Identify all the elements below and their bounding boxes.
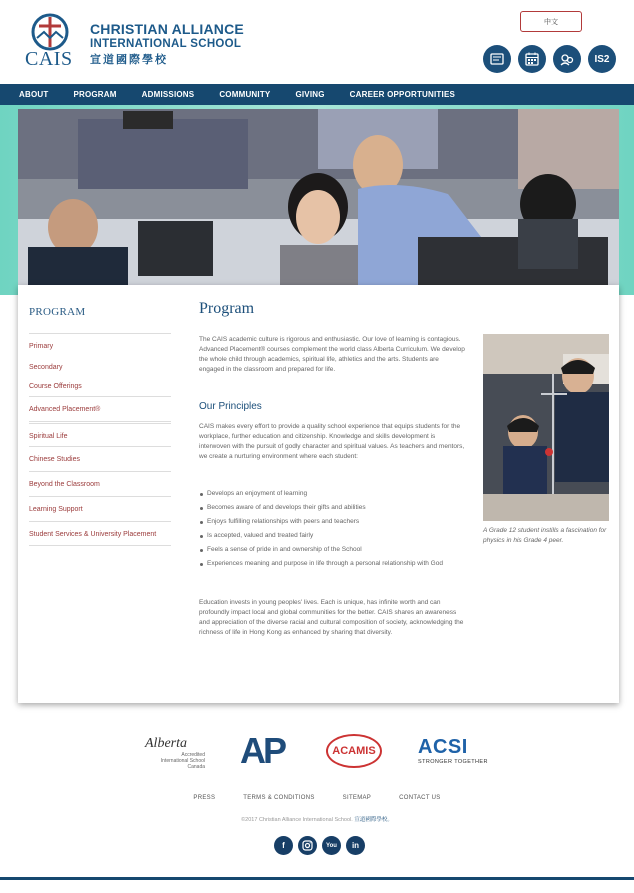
nav-program[interactable]: PROGRAM (73, 90, 117, 99)
ap-logo[interactable]: AP (240, 730, 285, 771)
sidebar-item-secondary[interactable]: Secondary (29, 364, 63, 371)
site-header (0, 0, 634, 84)
closing-paragraph: Education invests in young peoples' lives. Each is unique, has infinite worth and can profoundly impact local and global communities for the better. CAIS shares an awareness and appreciation of the diverse racial and cultural composition of society, acknowledging the richness of life in Hong Kong as enhanced by sharing that diversity. (199, 599, 464, 636)
sidebar-item-advanced-placement[interactable]: Advanced Placement® (29, 396, 171, 421)
acsi-logo[interactable] (418, 736, 488, 765)
school-name-line2: INTERNATIONAL SCHOOL (90, 38, 242, 50)
principles-list (199, 489, 471, 573)
sidebar-item-spiritual-life[interactable]: Spiritual Life (29, 421, 171, 446)
sidebar-item-beyond-classroom[interactable]: Beyond the Classroom (29, 471, 171, 496)
logo-text: CAIS (25, 48, 73, 70)
nav-about[interactable]: ABOUT (19, 90, 49, 99)
sidebar-item-course-offerings[interactable]: Course Offerings (29, 383, 82, 390)
youtube-icon[interactable]: You (322, 836, 341, 855)
principles-title: Our Principles (199, 401, 262, 412)
language-toggle-button[interactable]: 中文 (520, 11, 582, 32)
acsi-text: ACSI (418, 736, 468, 758)
alberta-line2: International School (160, 758, 205, 764)
acsi-tagline: STRONGER TOGETHER (418, 759, 488, 765)
copyright-text: ©2017 Christian Alliance International School. (241, 817, 353, 823)
school-name-line1: CHRISTIAN ALLIANCE (90, 21, 244, 37)
is2-icon[interactable]: IS2 (588, 45, 616, 73)
page-title: Program (199, 300, 255, 317)
accreditation-logos (0, 730, 634, 775)
main-nav (0, 84, 634, 105)
nav-giving[interactable]: GIVING (295, 90, 325, 99)
nav-community[interactable]: COMMUNITY (219, 90, 271, 99)
photo-caption: A Grade 12 student instills a fascination for physics in his Grade 4 peer. (483, 527, 607, 544)
intro-paragraph: The CAIS academic culture is rigorous and enthusiastic. Our love of learning is contagious. Advanced Placement® courses complement the world class Alberta Curriculum. We develop the whole child through academics, spiritual life, athletics and the arts. Students are engaged in the classroom and prepared for life. (199, 336, 465, 373)
footer-bar (0, 877, 634, 893)
list-item: Develops an enjoyment of learning (199, 489, 471, 499)
facebook-icon[interactable]: f (274, 836, 293, 855)
parent-portal-icon[interactable] (553, 45, 581, 73)
school-logo[interactable] (22, 12, 78, 70)
copyright-text-zh: 宣道國際學校。 (354, 817, 393, 823)
footer-link-terms[interactable]: TERMS & CONDITIONS (243, 795, 315, 801)
acamis-text: ACAMIS (332, 745, 376, 757)
students-photo (483, 334, 609, 521)
sidebar-item-learning-support[interactable]: Learning Support (29, 496, 171, 521)
list-item: Is accepted, valued and treated fairly (199, 531, 471, 541)
list-item: Feels a sense of pride in and ownership of the School (199, 545, 471, 555)
footer-link-press[interactable]: PRESS (193, 795, 216, 801)
sidebar-item-chinese-studies[interactable]: Chinese Studies (29, 446, 171, 471)
acamis-logo[interactable] (326, 734, 382, 768)
nav-career-opportunities[interactable]: CAREER OPPORTUNITIES (349, 90, 456, 99)
alberta-logo[interactable] (145, 736, 205, 772)
quick-links (483, 45, 616, 73)
footer-link-sitemap[interactable]: SITEMAP (342, 795, 372, 801)
calendar-icon[interactable] (518, 45, 546, 73)
alberta-name: Alberta (145, 736, 187, 751)
sidebar-item-primary[interactable]: Primary (29, 333, 171, 358)
hero-image (18, 109, 619, 285)
content-card (18, 285, 619, 703)
news-icon[interactable] (483, 45, 511, 73)
school-name-zh: 宣道國際學校 (90, 54, 168, 66)
sidebar-item-student-services[interactable]: Student Services & University Placement (29, 521, 171, 546)
sidebar-nav (29, 333, 171, 546)
alberta-line1: Accredited (181, 752, 205, 758)
sidebar-title: PROGRAM (29, 306, 86, 318)
nav-admissions[interactable]: ADMISSIONS (141, 90, 195, 99)
list-item: Experiences meaning and purpose in life through a personal relationship with God (199, 559, 471, 569)
linkedin-icon[interactable]: in (346, 836, 365, 855)
instagram-icon[interactable] (298, 836, 317, 855)
copyright (0, 815, 634, 823)
alberta-line3: Canada (187, 764, 205, 770)
footer-links (0, 795, 634, 801)
social-links (274, 836, 365, 855)
footer-link-contact[interactable]: CONTACT US (399, 795, 441, 801)
school-name[interactable] (90, 22, 244, 68)
principles-intro: CAIS makes every effort to provide a quality school experience that equips students for the workplace, further education and citizenship. Knowledge and skills development is interwoven with the pursuit of godly character and spiritual values. As teachers and mentors, we create a nurturing environment where each student: (199, 423, 465, 460)
list-item: Enjoys fulfilling relationships with peers and teachers (199, 517, 471, 527)
list-item: Becomes aware of and develops their gifts and abilities (199, 503, 471, 513)
